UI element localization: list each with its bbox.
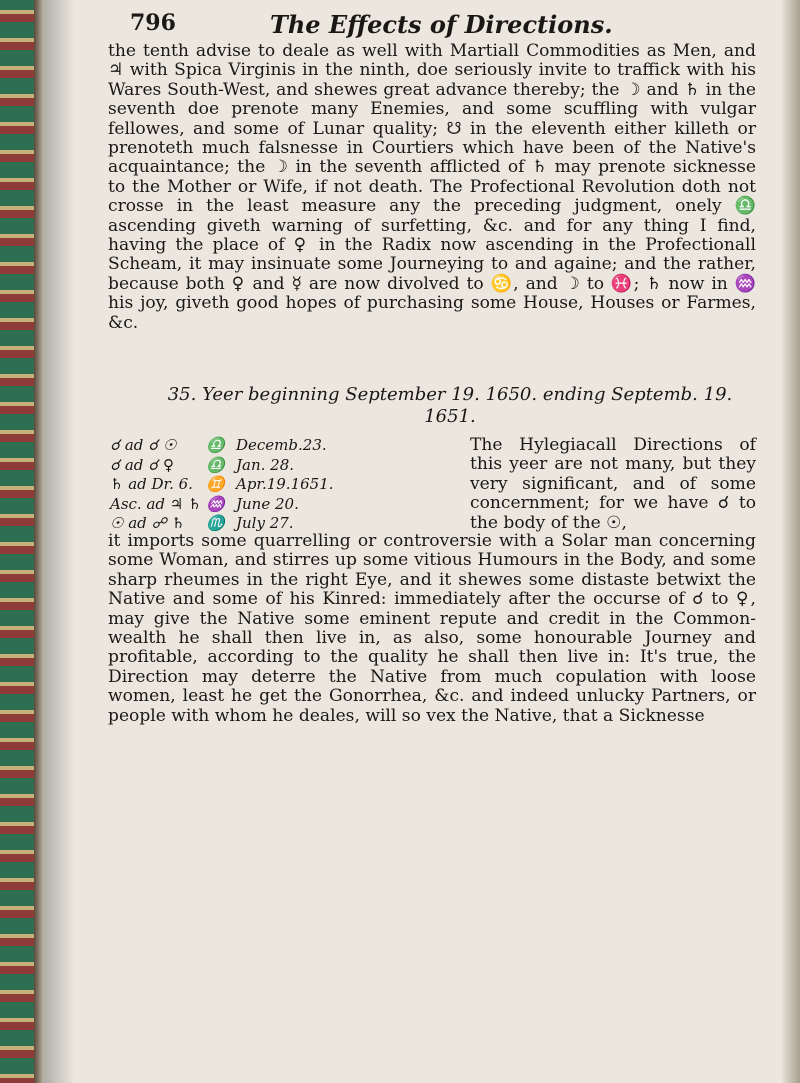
body-paragraph-1 [108,42,756,333]
direction-aspect: ☌ ad ☌ ☉ [110,436,177,454]
page-number: 796 [130,10,176,36]
binding-edge [34,0,44,1083]
direction-aspect: ☌ ad ☌ ♀ [110,455,174,474]
directions-table [110,436,440,534]
page-edge [782,0,800,1083]
direction-sign: ♊ [206,475,225,493]
book-binding [0,0,34,1083]
direction-row [110,475,440,495]
body-paragraph-3 [108,532,756,726]
direction-row [110,495,440,515]
paragraph-text: it imports some quarrelling or controversie with a Solar man concerning some Woman, and stirres up some vitious Humours in the Body, and some sharp rheumes in the right Eye, and it shewes some distaste betwixt the Native and some of his Kinred: immediately after the occurse of ☌ to ♀, may give the Native some eminent repute and credit in the Common-wealth he shall then live in, as also, some honourable Journey and profitable, according to the quality he shall then live in: It's true, the Direction may deterre the Native from much copulation with loose women, least he get the Gonorrhea, &c. and indeed unlucky Partners, or people with whom he deales, will so vex the Native, that a Sicknesse [108,531,756,726]
direction-date: Jan. 28. [236,455,295,474]
paragraph-text: The Hylegiacall Directions of this yeer are not many, but they very significant, and of some concernment; for we have ☌ to the body of the ☉, [470,435,756,533]
direction-aspect: ☉ ad ☍ ♄ [110,514,185,532]
paragraph-text: the tenth advise to deale as well with Martiall Commodities as Men, and ♃ with Spica Virginis in the ninth, doe seriously invite to traffick with his Wares South-West, and shewes great advance thereby; the ☽ and ♄ in the seventh doe prenote many Enemies, and some scuffling with vulgar fellowes, and some of Lunar quality; ☋ in the eleventh either killeth or prenoteth much falsnesse in Courtiers which have been of the Native's acquaintance; the ☽ in the seventh afflicted of ♄ may prenote sicknesse to the Mother or Wife, if not death. The Profectional Revolution doth not crosse in the least measure any the preceding judgment, onely ♎ ascending giveth warning of surfetting, &c. and for any thing I find, having the place of ♀ in the Radix now ascending in the Profectionall Scheam, it may insinuate some Journeying to and againe; and the rather, because both ♀ and ☿ are now divolved to ♋, and ☽ to ♓; ♄ now in ♒ his joy, giveth good hopes of purchasing some House, Houses or Farmes, &c. [108,41,756,333]
body-paragraph-2 [470,436,756,533]
gutter-shadow [44,0,74,1083]
direction-row [110,436,440,456]
direction-date: July 27. [236,514,294,532]
direction-aspect: ♄ ad Dr. 6. [110,475,193,493]
direction-date: June 20. [236,494,299,513]
direction-sign: ♒ [206,494,225,513]
direction-date: Decemb.23. [236,436,327,454]
direction-sign: ♎ [206,455,225,474]
page-header [120,10,760,44]
running-title: The Effects of Directions. [270,10,613,39]
direction-sign: ♏ [206,514,225,532]
direction-sign: ♎ [206,436,225,454]
direction-row [110,456,440,476]
direction-aspect: Asc. ad ♃ ♄ [110,494,202,513]
direction-date: Apr.19.1651. [236,475,334,493]
section-heading: 35. Yeer beginning September 19. 1650. ending Septemb. 19. 1651. [167,384,733,427]
